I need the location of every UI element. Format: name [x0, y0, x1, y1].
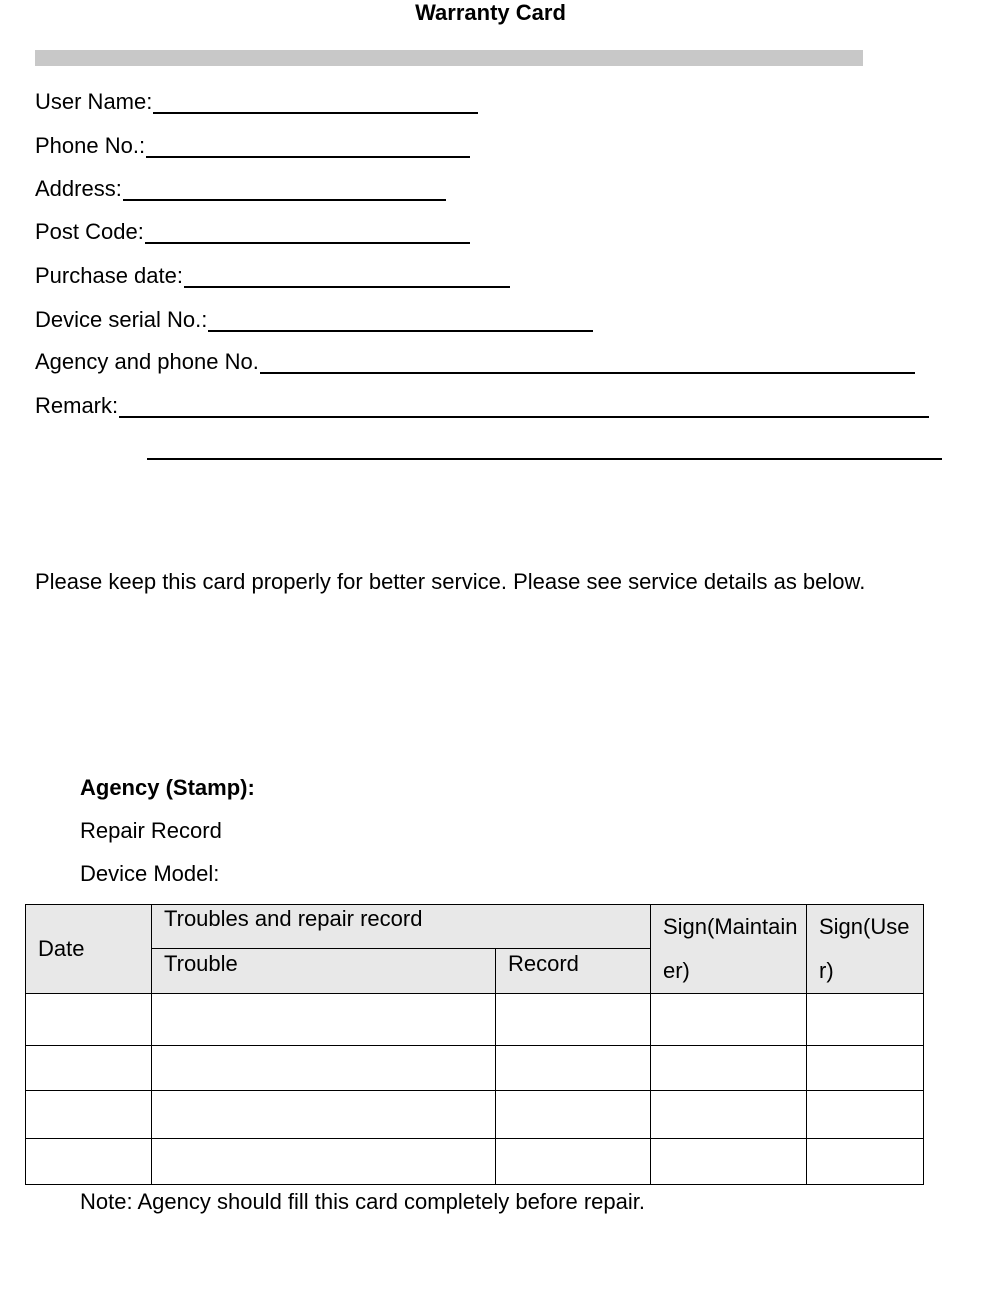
table-cell[interactable] — [651, 1091, 807, 1139]
remark-input-line[interactable] — [119, 396, 929, 418]
table-cell[interactable] — [496, 1139, 651, 1185]
field-label: Purchase date: — [35, 263, 183, 288]
field-address — [35, 171, 446, 201]
field-agency-phone — [35, 344, 915, 374]
field-label: Post Code: — [35, 219, 144, 244]
remark-input-line-2[interactable] — [147, 458, 942, 460]
header-divider-bar — [35, 50, 863, 66]
table-cell[interactable] — [651, 994, 807, 1046]
field-label: Agency and phone No. — [35, 349, 259, 374]
table-cell[interactable] — [26, 994, 152, 1046]
field-label: User Name: — [35, 89, 153, 114]
table-cell[interactable] — [26, 1139, 152, 1185]
field-user-name — [35, 84, 478, 114]
table-cell[interactable] — [651, 1139, 807, 1185]
field-purchase-date — [35, 258, 510, 288]
table-cell[interactable] — [496, 1046, 651, 1091]
table-cell[interactable] — [807, 1046, 924, 1091]
address-input-line[interactable] — [123, 179, 446, 201]
table-cell[interactable] — [152, 1046, 496, 1091]
table-cell[interactable] — [496, 1091, 651, 1139]
post-code-input-line[interactable] — [145, 222, 470, 244]
field-label: Remark: — [35, 393, 119, 418]
table-row — [26, 994, 924, 1046]
repair-record-table — [25, 904, 924, 1185]
service-paragraph: Please keep this card properly for better service. Please see service details as below. — [35, 569, 866, 594]
table-row — [26, 1139, 924, 1185]
field-label: Phone No.: — [35, 133, 146, 158]
device-serial-no-input-line[interactable] — [208, 310, 593, 332]
phone-no-input-line[interactable] — [146, 136, 470, 158]
header-trouble: Trouble — [152, 949, 496, 994]
table-cell[interactable] — [26, 1091, 152, 1139]
field-remark — [35, 388, 929, 418]
field-post-code — [35, 214, 470, 244]
table-cell[interactable] — [152, 1139, 496, 1185]
table-cell[interactable] — [152, 994, 496, 1046]
table-cell[interactable] — [26, 1046, 152, 1091]
header-sign-maintainer: Sign(Maintainer) — [651, 905, 807, 994]
table-cell[interactable] — [496, 994, 651, 1046]
field-device-serial-no — [35, 302, 593, 332]
field-label: Device serial No.: — [35, 307, 208, 332]
header-sign-user: Sign(User) — [807, 905, 924, 994]
repair-record-label: Repair Record — [80, 818, 222, 843]
device-model-label: Device Model: — [80, 861, 220, 886]
table-row — [26, 1046, 924, 1091]
agency-stamp-label: Agency (Stamp): — [80, 775, 255, 800]
table-row — [26, 1091, 924, 1139]
page-title: Warranty Card — [415, 0, 566, 25]
header-record: Record — [496, 949, 651, 994]
purchase-date-input-line[interactable] — [184, 266, 510, 288]
field-label: Address: — [35, 176, 122, 201]
user-name-input-line[interactable] — [153, 92, 478, 114]
header-troubles-group: Troubles and repair record — [152, 905, 651, 949]
table-cell[interactable] — [807, 994, 924, 1046]
table-cell[interactable] — [807, 1139, 924, 1185]
table-cell[interactable] — [152, 1091, 496, 1139]
header-date: Date — [26, 905, 152, 994]
table-cell[interactable] — [651, 1046, 807, 1091]
field-phone-no — [35, 128, 470, 158]
table-cell[interactable] — [807, 1091, 924, 1139]
footer-note: Note: Agency should fill this card completely before repair. — [80, 1189, 645, 1214]
agency-phone-input-line[interactable] — [260, 352, 915, 374]
